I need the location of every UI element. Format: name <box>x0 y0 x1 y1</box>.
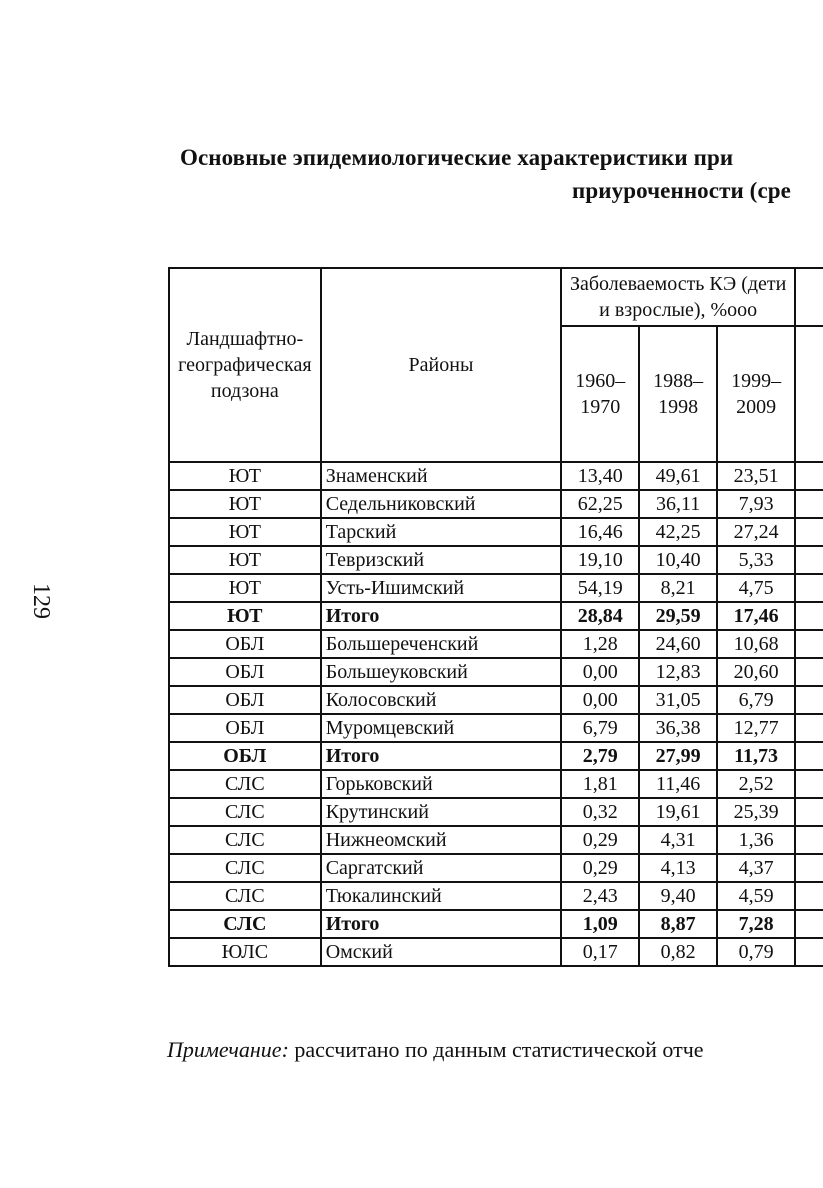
district-cell: Усть-Ишимский <box>321 574 562 602</box>
incidence-cell: 31,05 <box>639 686 717 714</box>
zone-cell: ЮТ <box>169 462 321 490</box>
zone-cell: ЮЛС <box>169 938 321 966</box>
table-row <box>169 714 823 742</box>
table-title-line-2: приуроченности (сре <box>572 178 791 203</box>
table-row <box>169 938 823 966</box>
zone-cell: ЮТ <box>169 518 321 546</box>
district-cell: Итого <box>321 602 562 630</box>
incidence-cell: 11,46 <box>639 770 717 798</box>
cut-cell <box>795 882 823 910</box>
zone-cell: СЛС <box>169 826 321 854</box>
incidence-cell: 10,68 <box>717 630 795 658</box>
district-cell: Нижнеомский <box>321 826 562 854</box>
cut-cell <box>795 602 823 630</box>
district-cell: Горьковский <box>321 770 562 798</box>
zone-cell: СЛС <box>169 854 321 882</box>
header-cut-cell <box>795 268 823 326</box>
cut-cell <box>795 686 823 714</box>
table-title-line-1: Основные эпидемиологические характеристики при <box>180 145 734 170</box>
incidence-cell: 20,60 <box>717 658 795 686</box>
header-period-1: 1960–1970 <box>561 326 639 462</box>
table-row <box>169 882 823 910</box>
incidence-cell: 27,24 <box>717 518 795 546</box>
incidence-cell: 36,11 <box>639 490 717 518</box>
incidence-cell: 0,82 <box>639 938 717 966</box>
incidence-cell: 1,09 <box>561 910 639 938</box>
district-cell: Колосовский <box>321 686 562 714</box>
district-cell: Муромцевский <box>321 714 562 742</box>
zone-cell: ОБЛ <box>169 658 321 686</box>
incidence-cell: 0,29 <box>561 826 639 854</box>
incidence-cell: 2,43 <box>561 882 639 910</box>
table-row <box>169 770 823 798</box>
incidence-cell: 23,51 <box>717 462 795 490</box>
zone-cell: СЛС <box>169 910 321 938</box>
zone-cell: ЮТ <box>169 546 321 574</box>
table-row <box>169 546 823 574</box>
incidence-cell: 8,87 <box>639 910 717 938</box>
zone-cell: СЛС <box>169 798 321 826</box>
zone-cell: ЮТ <box>169 602 321 630</box>
cut-cell <box>795 854 823 882</box>
zone-cell: ЮТ <box>169 490 321 518</box>
district-cell: Тарский <box>321 518 562 546</box>
incidence-cell: 5,33 <box>717 546 795 574</box>
header-zone: Ландшафтно-географическая подзона <box>169 268 321 462</box>
table-row <box>169 686 823 714</box>
incidence-cell: 0,32 <box>561 798 639 826</box>
incidence-cell: 16,46 <box>561 518 639 546</box>
incidence-cell: 1,28 <box>561 630 639 658</box>
cut-cell <box>795 462 823 490</box>
district-cell: Тюкалинский <box>321 882 562 910</box>
incidence-cell: 0,17 <box>561 938 639 966</box>
zone-cell: СЛС <box>169 882 321 910</box>
table-row <box>169 798 823 826</box>
incidence-cell: 62,25 <box>561 490 639 518</box>
incidence-cell: 29,59 <box>639 602 717 630</box>
incidence-cell: 24,60 <box>639 630 717 658</box>
district-cell: Омский <box>321 938 562 966</box>
cut-cell <box>795 518 823 546</box>
table-row <box>169 630 823 658</box>
incidence-cell: 12,83 <box>639 658 717 686</box>
incidence-cell: 0,29 <box>561 854 639 882</box>
header-period-2: 1988–1998 <box>639 326 717 462</box>
cut-cell <box>795 546 823 574</box>
district-cell: Большереченский <box>321 630 562 658</box>
zone-cell: ОБЛ <box>169 742 321 770</box>
district-cell: Итого <box>321 742 562 770</box>
incidence-cell: 2,79 <box>561 742 639 770</box>
incidence-cell: 6,79 <box>717 686 795 714</box>
incidence-cell: 7,28 <box>717 910 795 938</box>
district-cell: Крутинский <box>321 798 562 826</box>
incidence-cell: 0,79 <box>717 938 795 966</box>
zone-cell: ОБЛ <box>169 686 321 714</box>
table-row <box>169 490 823 518</box>
table-row <box>169 826 823 854</box>
page-number: 129 <box>28 583 54 619</box>
cut-cell <box>795 630 823 658</box>
table-row <box>169 518 823 546</box>
footnote-text: рассчитано по данным статистической отче <box>288 1037 704 1062</box>
table-row <box>169 742 823 770</box>
table-row <box>169 574 823 602</box>
cut-cell <box>795 742 823 770</box>
incidence-cell: 1,81 <box>561 770 639 798</box>
header-period-3: 1999–2009 <box>717 326 795 462</box>
cut-cell <box>795 490 823 518</box>
cut-cell <box>795 938 823 966</box>
footnote-label: Примечание: <box>167 1037 289 1062</box>
header-incidence-group: Заболеваемость КЭ (дети и взрослые), %ooo <box>561 268 795 326</box>
incidence-cell: 25,39 <box>717 798 795 826</box>
zone-cell: ОБЛ <box>169 630 321 658</box>
cut-cell <box>795 714 823 742</box>
table-row <box>169 462 823 490</box>
incidence-cell: 36,38 <box>639 714 717 742</box>
incidence-cell: 6,79 <box>561 714 639 742</box>
zone-cell: СЛС <box>169 770 321 798</box>
incidence-cell: 17,46 <box>717 602 795 630</box>
table-row <box>169 658 823 686</box>
cut-cell <box>795 798 823 826</box>
header-cut-cell <box>795 326 823 462</box>
incidence-cell: 54,19 <box>561 574 639 602</box>
incidence-cell: 11,73 <box>717 742 795 770</box>
table-row <box>169 854 823 882</box>
district-cell: Тевризский <box>321 546 562 574</box>
header-districts: Районы <box>321 268 562 462</box>
incidence-cell: 4,13 <box>639 854 717 882</box>
cut-cell <box>795 770 823 798</box>
incidence-table <box>168 267 823 967</box>
incidence-cell: 1,36 <box>717 826 795 854</box>
cut-cell <box>795 826 823 854</box>
incidence-cell: 4,31 <box>639 826 717 854</box>
cut-cell <box>795 910 823 938</box>
district-cell: Седельниковский <box>321 490 562 518</box>
district-cell: Саргатский <box>321 854 562 882</box>
footnote <box>167 1037 704 1063</box>
incidence-cell: 0,00 <box>561 686 639 714</box>
table-row <box>169 602 823 630</box>
incidence-cell: 4,37 <box>717 854 795 882</box>
incidence-cell: 49,61 <box>639 462 717 490</box>
cut-cell <box>795 658 823 686</box>
incidence-cell: 19,10 <box>561 546 639 574</box>
zone-cell: ЮТ <box>169 574 321 602</box>
incidence-cell: 0,00 <box>561 658 639 686</box>
incidence-cell: 2,52 <box>717 770 795 798</box>
incidence-cell: 27,99 <box>639 742 717 770</box>
table-row <box>169 910 823 938</box>
district-cell: Итого <box>321 910 562 938</box>
incidence-cell: 10,40 <box>639 546 717 574</box>
incidence-cell: 9,40 <box>639 882 717 910</box>
district-cell: Большеуковский <box>321 658 562 686</box>
zone-cell: ОБЛ <box>169 714 321 742</box>
incidence-cell: 12,77 <box>717 714 795 742</box>
cut-cell <box>795 574 823 602</box>
incidence-cell: 7,93 <box>717 490 795 518</box>
district-cell: Знаменский <box>321 462 562 490</box>
incidence-cell: 13,40 <box>561 462 639 490</box>
incidence-cell: 28,84 <box>561 602 639 630</box>
incidence-cell: 19,61 <box>639 798 717 826</box>
incidence-cell: 42,25 <box>639 518 717 546</box>
incidence-cell: 8,21 <box>639 574 717 602</box>
incidence-cell: 4,59 <box>717 882 795 910</box>
incidence-cell: 4,75 <box>717 574 795 602</box>
